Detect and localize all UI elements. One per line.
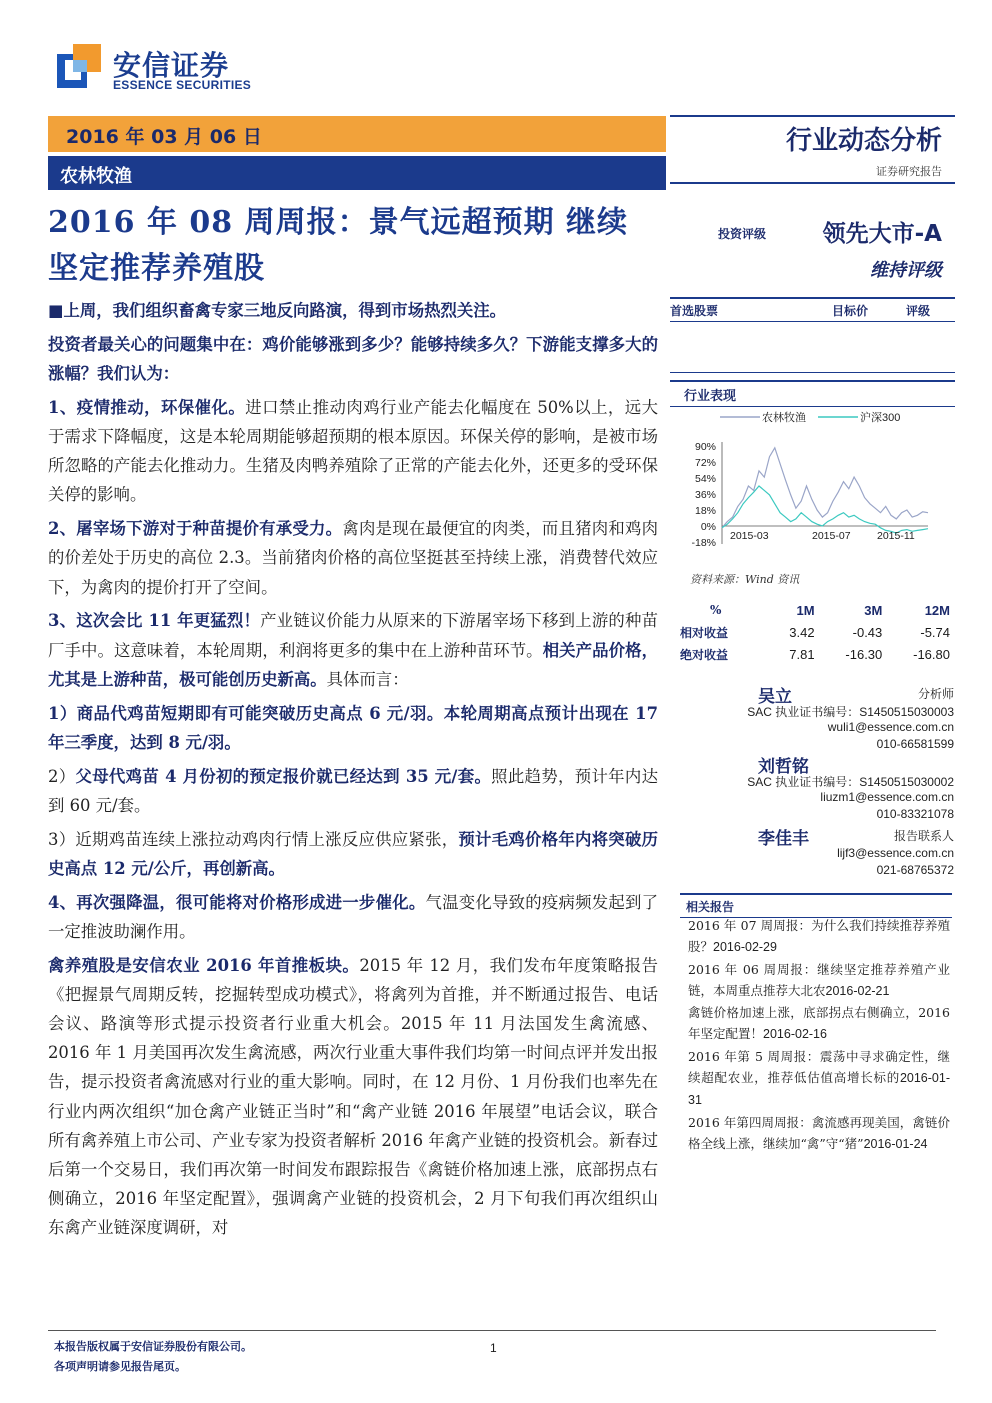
stocks-col-stock: 首选股票: [670, 304, 719, 318]
table-cell: -0.43: [852, 624, 883, 640]
table-cell: 相对收益: [680, 625, 729, 640]
rating-value: 领先大市-A: [822, 221, 942, 247]
table-cell: 7.81: [789, 646, 815, 662]
analyst-phone: 010-66581599: [876, 737, 954, 751]
brand-name-en: ESSENCE SECURITIES: [113, 78, 252, 92]
divider: [670, 115, 955, 117]
analyst-email[interactable]: liuzm1@essence.com.cn: [820, 790, 954, 804]
analyst-card: [700, 682, 954, 750]
x-tick-label: 2015-11: [877, 530, 915, 542]
performance-header: [670, 380, 955, 407]
body-paragraph: 1、疫情推动，环保催化。进口禁止推动肉鸡行业产能去化幅度在 50%以上，远大于需求下降幅度，这是本轮周期能够超预期的根本原因。环保关停的影响，是被市场所忽略的产能去化推动力。生猪及肉鸭养殖除了正常的产能去化外，还更多的受环保关停的影响。: [48, 397, 659, 505]
related-report-item[interactable]: 2016 年第 5 周周报：震荡中寻求确定性，继续超配农业，推荐低估值高增长标的2016-01-31: [688, 1048, 950, 1108]
report-subtype: 证券研究报告: [876, 165, 942, 178]
legend-label: 沪深300: [860, 412, 901, 424]
analyst-card: [700, 824, 954, 878]
table-cell: -16.30: [845, 646, 883, 662]
y-tick-label: -18%: [691, 537, 716, 549]
footer-divider: [48, 1330, 936, 1331]
analyst-email[interactable]: lijf3@essence.com.cn: [837, 846, 954, 860]
performance-chart: [680, 404, 955, 566]
table-cell: 3.42: [789, 624, 815, 640]
y-tick-label: 54%: [694, 473, 716, 485]
table-row: [680, 621, 950, 643]
body-paragraph: 禽养殖股是安信农业 2016 年首推板块。2015 年 12 月，我们发布年度策略报告《把握景气周期反转，挖掘转型成功模式》，将禽列为首推，并不断通过报告、电话会议、路演等形式提示投资者行业重大机会。2015 年 11 月法国发生禽流感、2016 年 1 月美国再次发生禽流感，两次行业重大事件我们均第一时间点评并发出报告，提示投资者禽流感对行业的重大影响。同时，在 12 月份、1 月份我们也率先在行业内两次组织“加仓禽产业链正当时”和“禽产业链 2016 年展望”电话会议，联合所有禽养殖上市公司、产业专家为投资者解析 2016 年禽产业链的投资机会。新春过后第一个交易日，我们再次第一时间发布跟踪报告《禽链价格加速上涨，底部拐点右侧确立，2016 年坚定配置》，强调禽产业链的投资机会，2 月下旬我们再次组织山东禽产业链深度调研，对: [48, 955, 659, 1238]
analyst-name: 刘哲铭: [758, 757, 809, 777]
y-tick-label: 90%: [694, 441, 716, 453]
report-date: 2016 年 03 月 06 日: [66, 126, 262, 148]
rating-status: 维持评级: [870, 260, 942, 281]
table-row: [680, 643, 950, 665]
performance-table: [680, 599, 950, 665]
analyst-name: 吴立: [758, 687, 792, 707]
brand-name-cn: 安信证券: [113, 49, 230, 82]
table-header-cell: 12M: [924, 602, 950, 618]
table-header-row: [680, 599, 950, 621]
body-paragraph: 2、屠宰场下游对于种苗提价有承受力。禽肉是现在最便宜的肉类，而且猪肉和鸡肉的价差处于历史的高位 2.3。当前猪肉价格的高位坚挺甚至持续上涨，消费替代效应下，为禽肉的提价打开了空间。: [48, 519, 658, 597]
footer-disclaimer: 各项声明请参见报告尾页。: [54, 1360, 186, 1373]
analyst-phone: 021-68765372: [876, 863, 954, 877]
analyst-cert: SAC 执业证书编号：S1450515030003: [747, 705, 954, 719]
analyst-phone: 010-83321078: [876, 807, 954, 821]
analyst-role: 报告联系人: [893, 829, 954, 843]
analyst-name: 李佳丰: [758, 829, 809, 849]
footer-copyright: 本报告版权属于安信证券股份有限公司。: [54, 1340, 252, 1353]
table-cell: 绝对收益: [680, 647, 729, 662]
y-tick-label: 0%: [700, 521, 716, 533]
page-title: 2016 年 08 周周报：景气远超预期 继续坚定推荐养殖股: [48, 205, 629, 286]
table-cell: -16.80: [913, 646, 950, 662]
divider: [670, 182, 955, 184]
body-paragraph: 1）商品代鸡苗短期即有可能突破历史高点 6 元/羽。本轮周期高点预计出现在 17 年三季度，达到 8 元/羽。: [48, 703, 658, 752]
body-paragraph: 2）父母代鸡苗 4 月份初的预定报价就已经达到 35 元/套。照此趋势，预计年内达到 60 元/套。: [48, 766, 659, 815]
report-body: [48, 296, 658, 1247]
analyst-cert: SAC 执业证书编号：S1450515030002: [747, 775, 954, 789]
stocks-col-rating: 评级: [906, 304, 931, 318]
body-paragraph: 3、这次会比 11 年更猛烈！产业链议价能力从原来的下游屠宰场下移到上游的种苗厂手中。这意味着，本轮周期，利润将更多的集中在上游种苗环节。相关产品价格，尤其是上游种苗，极可能创历史新高。具体而言：: [48, 611, 659, 689]
stocks-col-target: 目标价: [832, 304, 869, 318]
brand-logo: [55, 42, 255, 98]
sector-bar: [48, 156, 666, 190]
analyst-email[interactable]: wuli1@essence.com.cn: [827, 720, 954, 734]
table-header-cell: 3M: [864, 602, 883, 618]
body-paragraph: ■上周，我们组织畜禽专家三地反向路演，得到市场热烈关注。: [48, 301, 507, 320]
related-report-item[interactable]: 禽链价格加速上涨，底部拐点右侧确立，2016 年坚定配置！2016-02-16: [688, 1005, 950, 1042]
related-reports-list: [688, 915, 950, 1155]
y-tick-label: 72%: [694, 457, 716, 469]
related-report-item[interactable]: 2016 年 07 周周报：为什么我们持续推荐养殖股？2016-02-29: [688, 918, 950, 955]
x-tick-label: 2015-07: [812, 530, 851, 542]
body-paragraph: 4、再次强降温，很可能将对价格形成进一步催化。气温变化导致的疫病频发起到了一定推波助澜作用。: [48, 892, 659, 941]
stocks-table-header: [670, 297, 955, 322]
x-tick-label: 2015-03: [730, 530, 769, 542]
chart-source: 资料来源：Wind 资讯: [690, 573, 800, 586]
related-reports-title: 相关报告: [686, 900, 735, 914]
body-paragraph: 3）近期鸡苗连续上涨拉动鸡肉行情上涨反应供应紧张，预计毛鸡价格年内将突破历史高点 12 元/公斤，再创新高。: [48, 829, 658, 878]
brand-logo-icon: [55, 42, 103, 90]
date-bar: [48, 116, 666, 152]
analyst-card: [700, 752, 954, 820]
y-tick-label: 18%: [694, 505, 716, 517]
sector-name: 农林牧渔: [60, 166, 132, 187]
divider: [670, 372, 955, 373]
page-number: 1: [490, 1341, 497, 1355]
analyst-role: 分析师: [917, 687, 954, 701]
table-header-cell: %: [710, 603, 722, 617]
y-tick-label: 36%: [694, 489, 716, 501]
table-cell: -5.74: [920, 624, 950, 640]
report-type: 行业动态分析: [785, 126, 942, 156]
series-line: [722, 448, 928, 528]
legend-label: 农林牧渔: [762, 412, 806, 424]
performance-title: 行业表现: [684, 389, 737, 404]
rating-label: 投资评级: [718, 227, 767, 241]
related-report-item[interactable]: 2016 年第四周周报：禽流感再现美国，禽链价格全线上涨，继续加“禽”守“猪”2016-01-24: [688, 1114, 950, 1151]
table-header-cell: 1M: [796, 602, 815, 618]
related-report-item[interactable]: 2016 年 06 周周报：继续坚定推荐养殖产业链，本周重点推荐大北农2016-02-21: [688, 961, 950, 998]
body-paragraph: 投资者最关心的问题集中在：鸡价能够涨到多少？能够持续多久？下游能支撑多大的涨幅？我们认为：: [48, 334, 658, 383]
